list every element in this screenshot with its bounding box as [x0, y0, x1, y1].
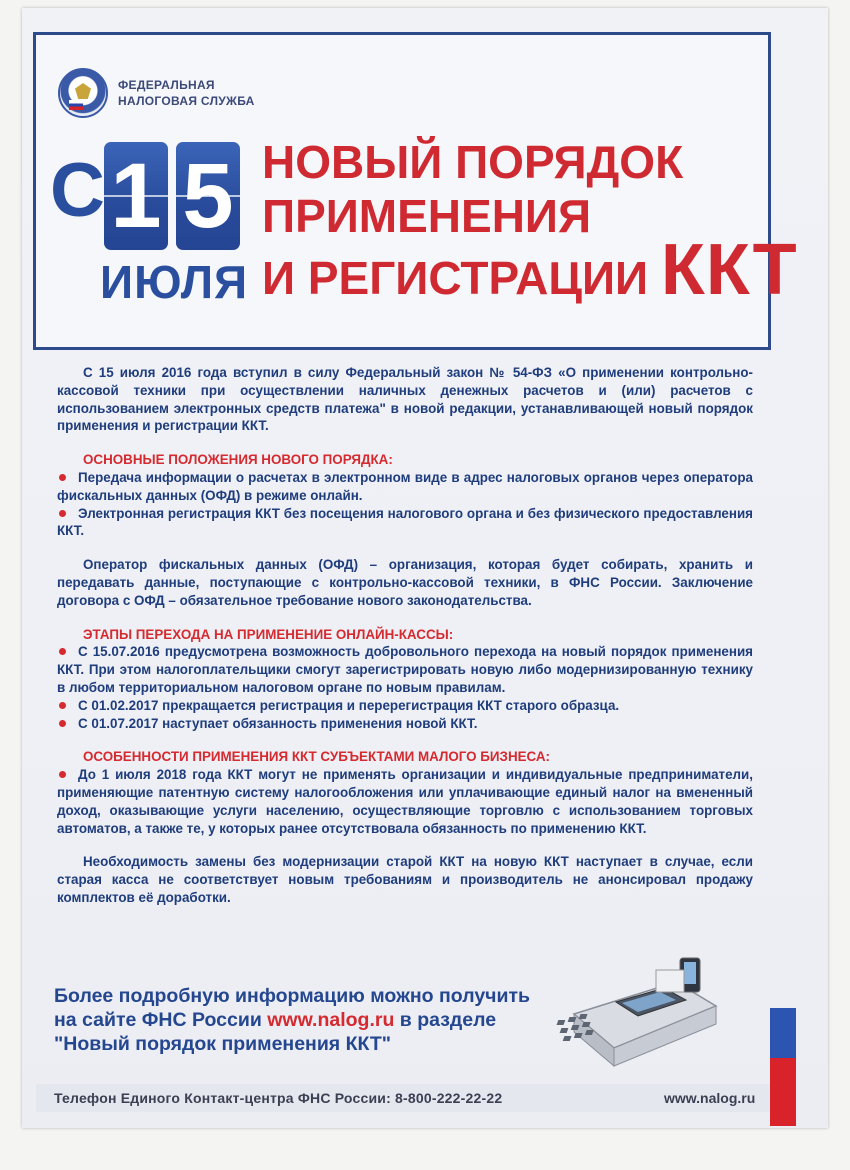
fns-emblem-icon	[58, 68, 108, 118]
flag-stripe-blue	[770, 1008, 796, 1058]
russian-flag-icon	[69, 100, 83, 110]
day-digit-1: 1	[104, 142, 168, 250]
eagle-icon	[75, 83, 91, 99]
intro-paragraph: С 15 июля 2016 года вступил в силу Федеральный закон № 54-ФЗ «О применении контрольно-кассовой техники при осуществлении наличных денежных расчетов и (или) расчетов с использованием электронных средств платежа" в новой редакции, устанавливающей новый порядок применения и регистрации ККТ.	[57, 365, 753, 434]
ofd-paragraph: Оператор фискальных данных (ОФД) – организация, которая будет собирать, хранить и передавать данные, поступающие с контрольно-кассовой техники, в ФНС России. Заключение договора с ОФД – обязательное требование нового законодательства.	[57, 557, 753, 608]
headline-kkt: ККТ	[660, 230, 798, 310]
list-item: С 01.02.2017 прекращается регистрация и перерегистрация ККТ старого образца.	[57, 697, 753, 715]
headline-line-2: ПРИМЕНЕНИЯ	[262, 190, 592, 242]
date-month: ИЮЛЯ	[100, 256, 249, 308]
date-prefix: С	[50, 148, 103, 233]
list-item: Электронная регистрация ККТ без посещения налогового органа и без физического предоставления ККТ.	[57, 505, 753, 539]
flag-stripe-red	[770, 1058, 796, 1126]
list-item: С 15.07.2016 предусмотрена возможность добровольного перехода на новый порядок применения ККТ. При этом налогоплательщики смогут зарегистрировать новую либо модернизированную технику в любом территориальном налоговом органе по новым правилам.	[57, 644, 753, 695]
list-item: С 01.07.2017 наступает обязанность применения новой ККТ.	[57, 715, 753, 733]
list-item: Передача информации о расчетах в электронном виде в адрес налоговых органов через оператора фискальных данных (ОФД) в режиме онлайн.	[57, 469, 753, 503]
headline	[262, 135, 798, 310]
cash-register-icon	[556, 944, 722, 1076]
footer-phone: Телефон Единого Контакт-центра ФНС России: 8-800-222-22-22	[54, 1090, 503, 1106]
nalog-link[interactable]: www.nalog.ru	[267, 1009, 395, 1031]
replacement-paragraph: Необходимость замены без модернизации старой ККТ на новую ККТ наступает в случае, если старая касса не соответствует новым требованиям и производитель не анонсировал продажу комплектов её доработки.	[57, 854, 753, 905]
footer-site-link[interactable]: www.nalog.ru	[664, 1090, 756, 1106]
header-banner	[33, 32, 798, 350]
section-title-small-business: ОСОБЕННОСТИ ПРИМЕНЕНИЯ ККТ СУБЪЕКТАМИ МАЛОГО БИЗНЕСА:	[83, 749, 551, 765]
headline-line-3: И РЕГИСТРАЦИИ ККТ	[262, 230, 798, 310]
section-title-transition-stages: ЭТАПЫ ПЕРЕХОДА НА ПРИМЕНЕНИЕ ОНЛАЙН-КАССЫ:	[83, 626, 454, 642]
headline-line-1: НОВЫЙ ПОРЯДОК	[262, 136, 684, 188]
more-info-block: Более подробную информацию можно получить на сайте ФНС России www.nalog.ru в разделе "Новый порядок применения ККТ"	[54, 985, 531, 1055]
section-title-main-provisions: ОСНОВНЫЕ ПОЛОЖЕНИЯ НОВОГО ПОРЯДКА:	[83, 452, 393, 468]
org-name: ФЕДЕРАЛЬНАЯ НАЛОГОВАЯ СЛУЖБА	[118, 78, 255, 108]
list-item: До 1 июля 2018 года ККТ могут не применять организации и индивидуальные предприниматели, применяющие патентную систему налогообложения или уплачивающие единый налог на вмененный доход, оказывающие услуги населению, осуществляющие торговлю с использованием торговых автоматов, а также те, у которых ранее отсутствовала обязанность по применению ККТ.	[57, 767, 753, 836]
body-text	[57, 364, 753, 907]
day-digit-2: 5	[176, 142, 240, 250]
